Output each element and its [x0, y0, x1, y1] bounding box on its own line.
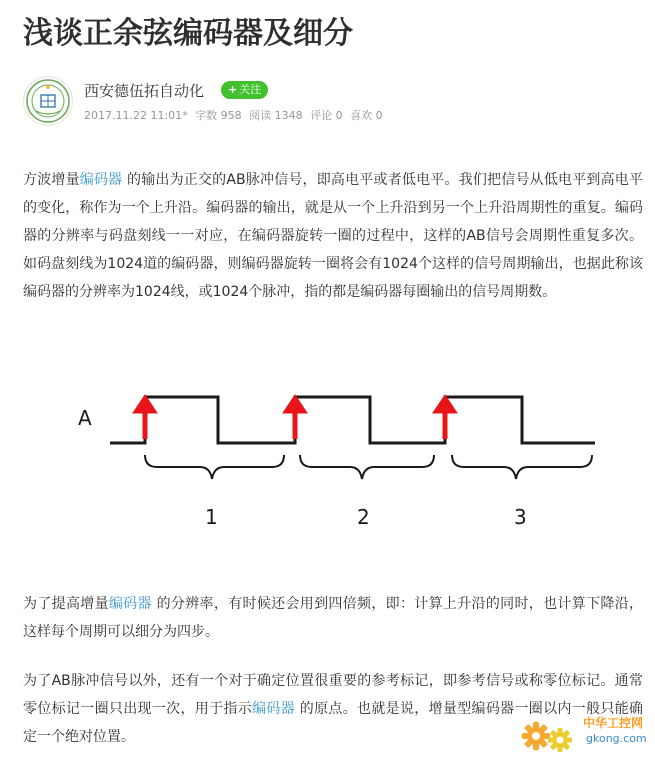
read-count: 阅读 1348 — [249, 109, 303, 122]
gkong-watermark — [518, 712, 648, 762]
like-count: 喜欢 0 — [350, 109, 383, 122]
square-wave-line — [110, 397, 595, 443]
comment-count: 评论 0 — [310, 109, 343, 122]
period-label-2: 2 — [357, 505, 370, 529]
word-count: 字数 958 — [195, 109, 242, 122]
period-label-1: 1 — [205, 505, 218, 529]
author-avatar[interactable] — [23, 76, 73, 126]
rising-edge-arrow-1 — [133, 395, 157, 439]
gear-icon — [518, 714, 580, 760]
paragraph-3-text-b: 的原点。也就是说，增量型编码器一圈以内一般只能确定一个绝对位置。 — [23, 701, 644, 745]
period-label-3: 3 — [514, 505, 527, 529]
paragraph-1-text-b: 的输出为正交的AB脉冲信号，即高电平或者低电平。我们把信号从低电平到高电平的变化，称作为一个上升沿。编码器的输出，就是从一个上升沿到另一个上升沿周期性的重复。编码器的分辨率与码盘刻线一一对应，在编码器旋转一圈的过程中，这样的AB信号会周期性重复多次。如码盘刻线为1024道的编码器，则编码器旋转一圈将会有1024个这样的信号周期输出，也据此称该编码器的分辨率为1024线，或1024个脉冲，指的都是编码器每圈输出的信号周期数。 — [23, 172, 644, 300]
encoder-link-3[interactable]: 编码器 — [252, 701, 295, 717]
encoder-link-1[interactable]: 编码器 — [79, 172, 123, 188]
author-name[interactable]: 西安德伍拓自动化 — [84, 82, 205, 100]
rising-edge-arrow-3 — [433, 395, 457, 439]
paragraph-2-text-a: 为了提高增量 — [23, 596, 109, 612]
square-wave-diagram — [60, 375, 610, 545]
paragraph-2-text-b: 的分辨率，有时候还会用到四倍频，即：计算上升沿的同时，也计算下降沿，这样每个周期可以细分为四步。 — [23, 596, 644, 640]
avatar-logo-icon — [24, 77, 72, 125]
period-brace-3 — [452, 455, 592, 479]
article-meta — [84, 107, 387, 123]
paragraph-3-text-a: 为了AB脉冲信号以外，还有一个对于确定位置很重要的参考标记，即参考信号或称零位标记。通常零位标记一圈只出现一次，用于指示 — [23, 673, 643, 717]
period-brace-1 — [145, 455, 284, 479]
encoder-link-2[interactable]: 编码器 — [108, 596, 152, 612]
publish-date: 2017.11.22 11:01* — [84, 109, 188, 122]
article-title: 浅谈正余弦编码器及细分 — [23, 16, 353, 51]
paragraph-1-text-a: 方波增量 — [23, 172, 80, 188]
follow-button[interactable] — [221, 81, 268, 99]
follow-label: 关注 — [239, 83, 262, 96]
watermark-cn-text: 中华工控网 — [583, 716, 644, 730]
signal-label-a: A — [78, 406, 92, 430]
paragraph-2 — [23, 590, 643, 646]
plus-icon: + — [228, 83, 238, 96]
period-brace-2 — [300, 455, 434, 479]
author-info — [23, 76, 643, 128]
watermark-en-text: gkong.com — [586, 732, 647, 745]
rising-edge-arrow-2 — [283, 395, 307, 439]
paragraph-1 — [23, 166, 643, 306]
